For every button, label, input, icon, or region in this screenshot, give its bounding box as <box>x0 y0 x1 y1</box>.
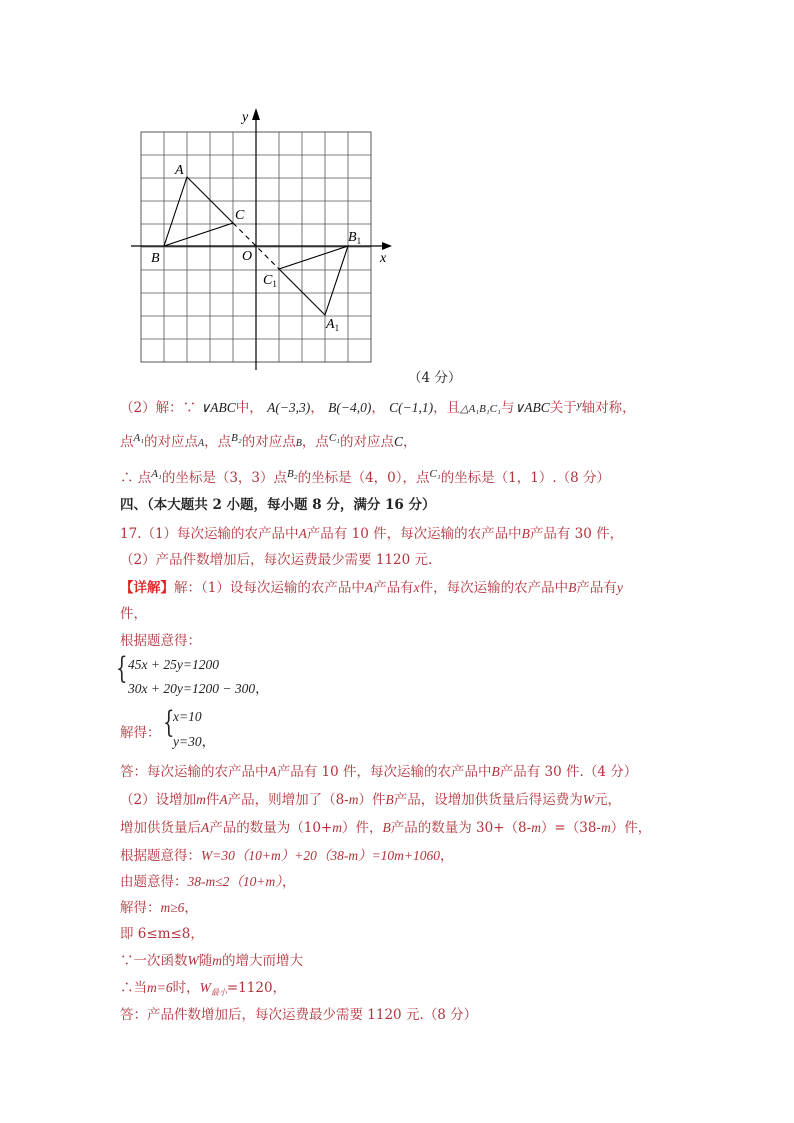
text: ， <box>403 434 417 450</box>
text: 解：（1）设每次运输的农产品中 <box>174 580 365 596</box>
text: C(−1,1) <box>389 400 434 415</box>
q17-part2-line6: 即 6≤m≤8， <box>120 926 204 942</box>
q17-part2-line8 <box>120 976 286 998</box>
text: m≥6 <box>160 900 185 915</box>
text: 答：每次运输的农产品中 <box>120 764 269 780</box>
text: ∵一次函数 <box>120 953 188 969</box>
text: ， <box>255 681 269 696</box>
text: 的坐标是（1，1）.（8 分） <box>440 470 611 486</box>
text: A <box>364 580 374 595</box>
figure-score: （4 分） <box>408 370 462 386</box>
text: 17.（1）每次运输的农产品中 <box>120 526 299 542</box>
text: 随 <box>198 953 213 969</box>
text: 增加供货量后 <box>120 820 201 836</box>
equation-1: 45x + 25y=1200 <box>128 657 219 672</box>
text: y <box>576 399 582 411</box>
text: ）=（38- <box>540 820 601 836</box>
q17-detail-line2: 根据题意得： <box>120 633 201 649</box>
text: y=30 <box>173 734 202 749</box>
text: 产品的数量为（10+ <box>209 820 333 836</box>
text: m <box>212 953 222 968</box>
text: 产品有 30 件.（4 分） <box>499 764 638 780</box>
text: W=30（10+m）+20（38-m）=10m+1060 <box>201 848 441 863</box>
text: B₂ <box>287 468 298 480</box>
q17-part2-line5 <box>120 896 198 916</box>
text: 的对应点 <box>144 434 199 450</box>
text: C₁ <box>328 432 340 444</box>
text: m <box>348 792 359 807</box>
q17-part2-line4 <box>120 870 296 890</box>
text: B <box>521 526 530 541</box>
text: 的增大而增大 <box>222 953 303 969</box>
text: ，点 <box>204 434 232 450</box>
text: m <box>332 820 342 835</box>
triangle-abc <box>164 177 233 246</box>
y-axis-arrow <box>252 108 260 120</box>
text: 30x + 20y=1200 − 300 <box>128 681 256 696</box>
label-c1: $C_1$ <box>263 273 277 289</box>
text: m <box>531 820 541 835</box>
section-heading: 四、（本大题共 2 小题，每小题 8 分，满分 16 分） <box>120 497 436 513</box>
text: 关于 <box>549 400 577 416</box>
text: A <box>268 764 277 779</box>
text: A <box>201 820 210 835</box>
q17-part2-line2 <box>120 816 651 836</box>
text: 38-m≤2（10+m） <box>187 874 283 889</box>
text: C₁ <box>429 468 441 480</box>
text: 产品有 30 件， <box>529 526 624 542</box>
text: 根据题意得： <box>120 848 201 864</box>
q17-part2-line3 <box>120 844 454 864</box>
text: （2）设增加 <box>120 792 197 808</box>
text: 最小 <box>210 988 227 997</box>
text: 由题意得： <box>120 874 188 890</box>
text: m=6 <box>147 980 173 995</box>
part2-line1: （2）解：∵ ∨ABC中， A(−3,3)， B(−4,0)， C(−1,1)，且△A₁B₁C₁与∨ABC关于$^y$轴对称， <box>120 399 636 416</box>
text: 点 <box>120 434 134 450</box>
text: ）件， <box>610 820 652 836</box>
text: （2）解：∵ <box>120 400 197 416</box>
solution-brace: { <box>163 705 175 740</box>
text: x <box>413 580 420 595</box>
text: 产品有 <box>576 580 617 596</box>
text: B <box>491 764 500 779</box>
text: 轴对称， <box>581 400 636 416</box>
q17-answer1 <box>120 522 623 542</box>
text: ）件 <box>358 792 386 808</box>
coordinate-grid-figure <box>120 100 410 380</box>
axis-y-label: y <box>242 110 249 125</box>
text: 产品有 10 件，每次运输的农产品中 <box>306 526 522 542</box>
text: △A₁B₁C₁ <box>460 403 501 415</box>
text: ， <box>440 848 454 864</box>
q17-part2-line1 <box>120 788 621 808</box>
text: B <box>385 792 394 807</box>
detail-tag: 【详解】 <box>120 580 174 596</box>
text: m <box>601 820 611 835</box>
text: W <box>582 792 594 807</box>
text: 中， <box>235 400 263 416</box>
text: ）件， <box>342 820 383 836</box>
q17-part2-line7 <box>120 949 303 969</box>
text: 产品有 10 件，每次运输的农产品中 <box>276 764 492 780</box>
text: B <box>382 820 391 835</box>
text: 产品，设增加供货量后得运费为 <box>393 792 583 808</box>
text: ∴当 <box>120 980 147 996</box>
x-axis-arrow <box>382 242 392 250</box>
text: A₁ <box>151 468 162 480</box>
text: A₁ <box>133 432 145 444</box>
label-c: C <box>235 208 245 223</box>
text: 的坐标是（4，0），点 <box>297 470 430 486</box>
label-a: A <box>175 163 184 178</box>
text: B₂ <box>231 432 242 444</box>
text: 产品，则增加了（8- <box>227 792 349 808</box>
text: 解得： <box>120 900 161 916</box>
text: ，且 <box>433 400 461 416</box>
text: 时， <box>172 980 200 996</box>
text: B(−4,0) <box>328 400 372 415</box>
q17-detail-line1 <box>120 576 623 596</box>
text: ∨ABC <box>514 400 550 415</box>
solution-1: x=10 <box>173 709 202 724</box>
origin-label: O <box>242 249 253 264</box>
text: 产品有 <box>373 580 414 596</box>
text: 件 <box>205 792 220 808</box>
text: A(−3,3) <box>267 400 311 415</box>
q17-answer2: （2）产品件数增加后，每次运费最少需要 1120 元. <box>120 552 433 568</box>
axis-x-label: x <box>380 251 387 266</box>
equation-brace: { <box>116 651 128 686</box>
label-b1: $B_1$ <box>348 230 362 246</box>
label-b: B <box>151 251 160 266</box>
q17-ans1 <box>120 760 637 780</box>
text: =1120， <box>226 980 287 996</box>
text: y <box>616 580 623 595</box>
text: A <box>198 438 205 449</box>
text: W <box>187 953 199 968</box>
q17-detail-line1-cont: 件， <box>120 606 147 622</box>
text: B <box>568 580 577 595</box>
solve-label: 解得： <box>120 725 161 741</box>
text: 的对应点 <box>339 434 394 450</box>
text: 元， <box>594 792 621 808</box>
text: ， <box>282 874 296 890</box>
text: 件，每次运输的农产品中 <box>419 580 569 596</box>
text: ， <box>201 734 216 749</box>
text: ∨ABC <box>200 400 236 415</box>
text: m <box>196 792 206 807</box>
label-a1: $A_1$ <box>326 317 340 333</box>
part2-line2 <box>120 430 417 450</box>
text: W <box>199 980 211 995</box>
triangle-a1b1c1 <box>279 246 348 315</box>
solution-2 <box>173 730 215 750</box>
text: ∴ 点 <box>120 470 152 486</box>
text: ，点 <box>301 434 329 450</box>
text: 的坐标是（3，3）点 <box>161 470 288 486</box>
text: C <box>393 434 403 449</box>
text: 的对应点 <box>241 434 296 450</box>
text: ， <box>184 900 198 916</box>
text: A <box>219 792 228 807</box>
equation-2 <box>128 677 269 697</box>
q17-final-answer: 答：产品件数增加后，每次运费最少需要 1120 元.（8 分） <box>120 1007 478 1023</box>
text: 与 <box>500 400 515 416</box>
text: B <box>295 438 302 449</box>
part2-line3 <box>120 466 610 486</box>
text: A <box>298 526 307 541</box>
text: 产品的数量为 30+（8- <box>390 820 532 836</box>
